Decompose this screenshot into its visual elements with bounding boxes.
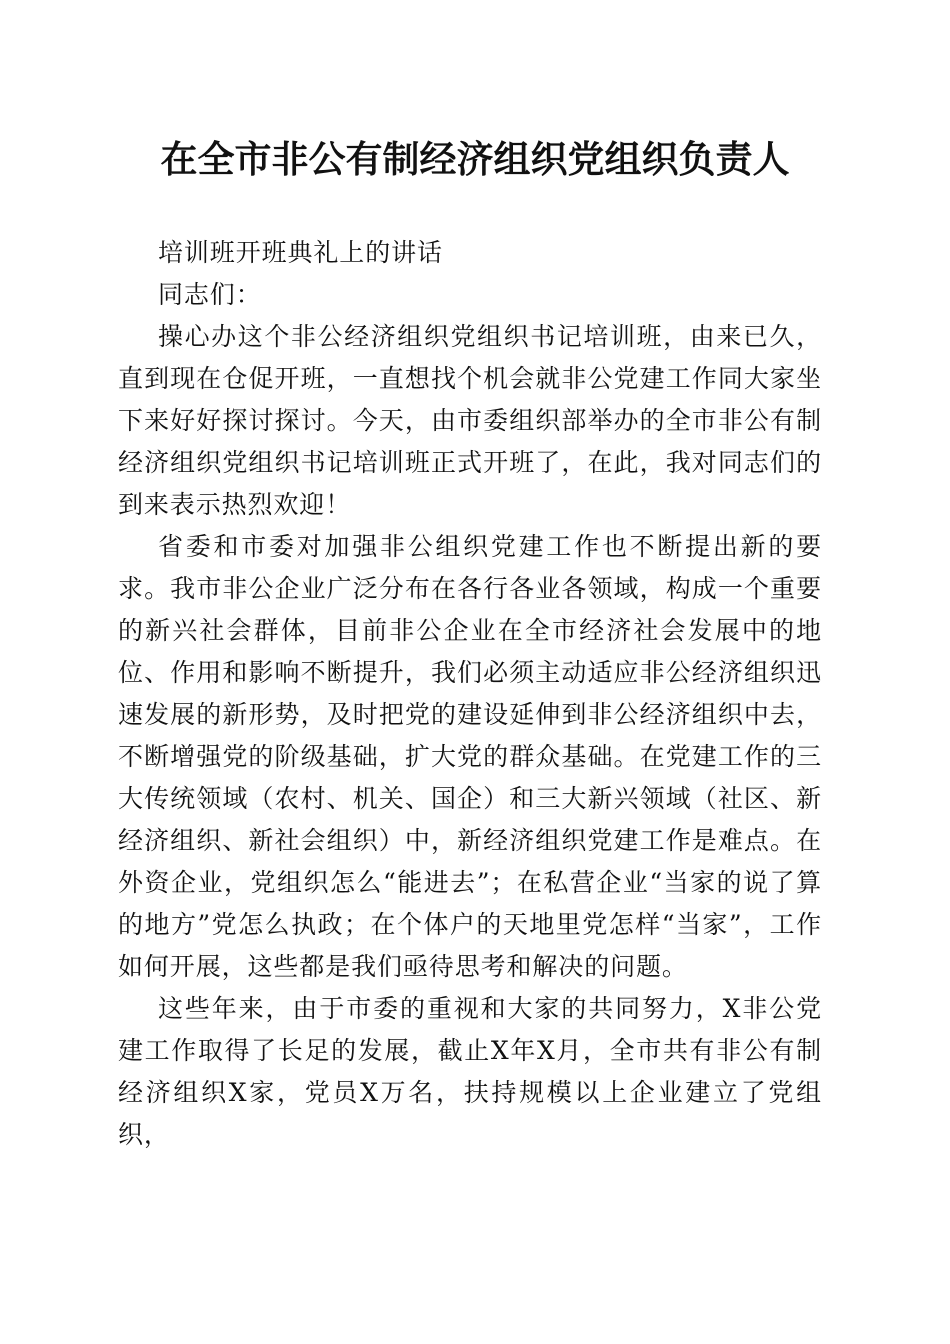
body-paragraph: 操心办这个非公经济组织党组织书记培训班，由来已久，直到现在仓促开班，一直想找个机会就非公党建工作同大家坐下来好好探讨探讨。今天，由市委组织部举办的全市非公有制经济组织党组织书记培训班正式开班了，在此，我对同志们的到来表示热烈欢迎！	[118, 322, 822, 519]
document-body	[118, 232, 822, 1156]
body-paragraph: 这些年来，由于市委的重视和大家的共同努力，X非公党建工作取得了长足的发展，截止X年X月，全市共有非公有制经济组织X家，党员X万名，扶持规模以上企业建立了党组织，	[118, 994, 822, 1149]
salutation-paragraph: 同志们：	[158, 280, 262, 309]
document-title: 在全市非公有制经济组织党组织负责人	[160, 138, 790, 181]
body-paragraph: 省委和市委对加强非公组织党建工作也不断提出新的要求。我市非公企业广泛分布在各行各业各领域，构成一个重要的新兴社会群体，目前非公企业在全市经济社会发展中的地位、作用和影响不断提升，我们必须主动适应非公经济组织迅速发展的新形势，及时把党的建设延伸到非公经济组织中去，不断增强党的阶级基础，扩大党的群众基础。在党建工作的三大传统领域（农村、机关、国企）和三大新兴领域（社区、新经济组织、新社会组织）中，新经济组织党建工作是难点。在外资企业，党组织怎么“能进去”；在私营企业“当家的说了算的地方”党怎么执政；在个体户的天地里党怎样“当家”，工作如何开展，这些都是我们亟待思考和解决的问题。	[118, 532, 822, 981]
subtitle-paragraph: 培训班开班典礼上的讲话	[158, 238, 443, 267]
